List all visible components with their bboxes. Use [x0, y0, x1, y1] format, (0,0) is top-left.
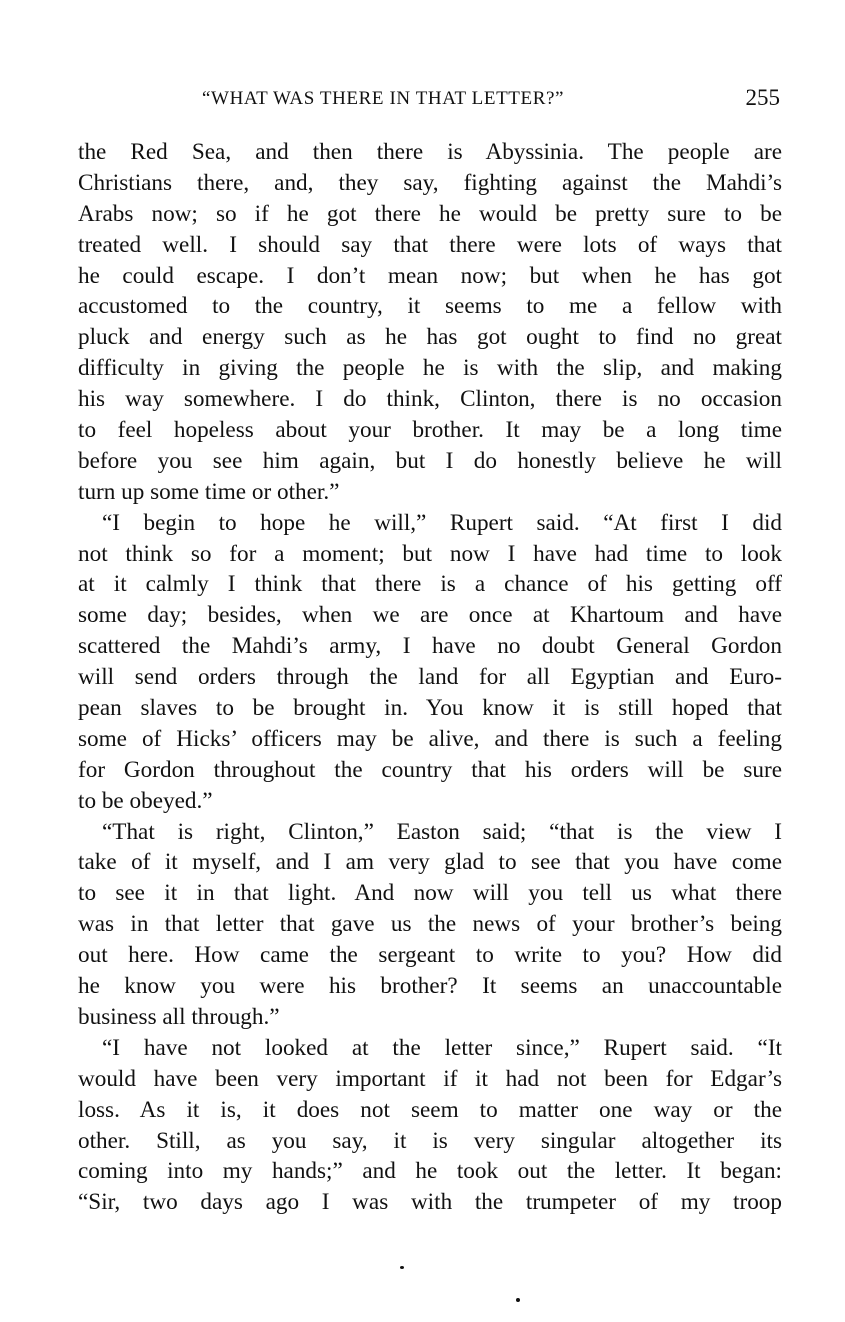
text-line: “I have not looked at the letter since,” Rupert said. “It [102, 1034, 782, 1061]
body-text [78, 137, 782, 1218]
text-line: other. Still, as you say, it is very singular altogether its [78, 1127, 782, 1154]
text-line: pluck and energy such as he has got ought to find no great [78, 324, 782, 351]
print-speck [516, 1298, 520, 1302]
print-speck [400, 1266, 404, 1269]
running-title: “WHAT WAS THERE IN THAT LETTER?” [202, 88, 565, 109]
text-line: he know you were his brother? It seems an unaccountable [78, 973, 782, 1000]
text-line: take of it myself, and I am very glad to see that you have come [78, 849, 782, 876]
text-line: will send orders through the land for all Egyptian and Euro- [78, 664, 782, 691]
text-line: to be obeyed.” [78, 787, 213, 814]
text-line: turn up some time or other.” [78, 478, 340, 505]
text-line: for Gordon throughout the country that his orders will be sure [78, 756, 782, 783]
text-line: some of Hicks’ officers may be alive, and there is such a feeling [78, 725, 782, 752]
text-line: treated well. I should say that there were lots of ways that [78, 231, 782, 258]
text-line: the Red Sea, and then there is Abyssinia. The people are [78, 139, 782, 165]
text-line: at it calmly I think that there is a chance of his getting off [78, 571, 782, 598]
text-line: accustomed to the country, it seems to me a fellow with [78, 293, 782, 320]
text-line: “I begin to hope he will,” Rupert said. “At first I did [102, 509, 782, 536]
text-line: some day; besides, when we are once at Khartoum and have [78, 602, 782, 629]
text-line: Christians there, and, they say, fighting against the Mahdi’s [78, 169, 782, 196]
text-line: not think so for a moment; but now I have had time to look [78, 540, 782, 567]
text-line: would have been very important if it had not been for Edgar’s [78, 1065, 782, 1092]
text-line: his way somewhere. I do think, Clinton, there is no occasion [78, 386, 782, 413]
text-line: pean slaves to be brought in. You know it is still hoped that [78, 695, 782, 722]
text-line: coming into my hands;” and he took out the letter. It began: [78, 1158, 782, 1185]
text-line: Arabs now; so if he got there he would be pretty sure to be [78, 200, 782, 227]
text-line: difficulty in giving the people he is with the slip, and making [78, 355, 782, 382]
text-line: out here. How came the sergeant to write to you? How did [78, 942, 782, 969]
text-line: “That is right, Clinton,” Easton said; “that is the view I [102, 818, 782, 845]
text-line: business all through.” [78, 1003, 280, 1030]
text-line: scattered the Mahdi’s army, I have no doubt General Gordon [78, 633, 782, 660]
page-number: 255 [745, 85, 780, 110]
text-line: loss. As it is, it does not seem to matter one way or the [78, 1096, 782, 1123]
text-line: was in that letter that gave us the news of your brother’s being [78, 911, 782, 938]
running-head [78, 85, 780, 118]
text-line: before you see him again, but I do honestly believe he will [78, 447, 782, 474]
text-line: “Sir, two days ago I was with the trumpeter of my troop [78, 1189, 782, 1216]
text-line: he could escape. I don’t mean now; but when he has got [78, 262, 782, 289]
text-line: to see it in that light. And now will you tell us what there [78, 880, 782, 907]
text-line: to feel hopeless about your brother. It may be a long time [78, 417, 782, 444]
